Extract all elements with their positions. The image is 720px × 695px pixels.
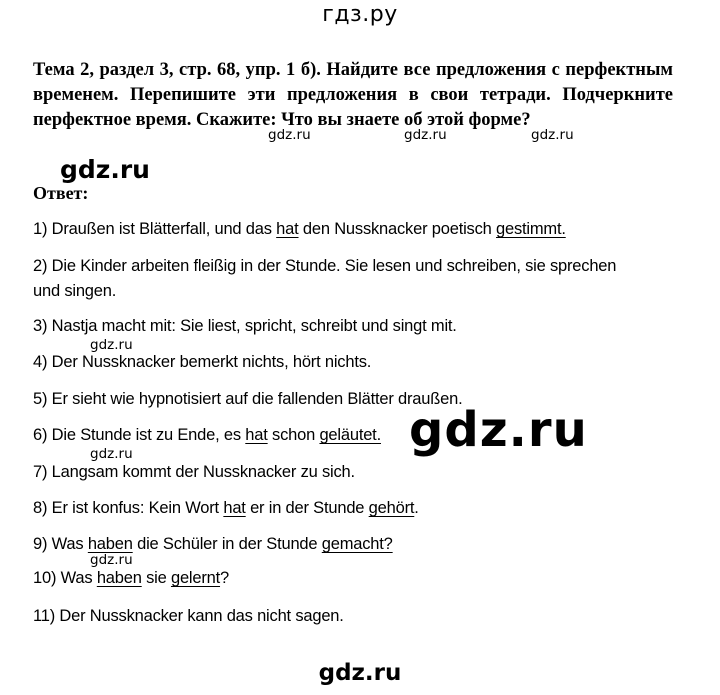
sentence-7: 7) Langsam kommt der Nussknacker zu sich. <box>33 463 355 481</box>
sentence-10: 10) Was haben sie gelernt? <box>33 569 230 587</box>
perfect-auxiliary: haben <box>87 535 133 553</box>
watermark-small: gdz.ru <box>90 552 133 568</box>
perfect-participle: gemacht? <box>321 535 393 553</box>
sentence-1: 1) Draußen ist Blätterfall, und das hat den Nussknacker poetisch gestimmt. <box>33 220 566 238</box>
watermark-mid: gdz.ru <box>60 155 150 184</box>
watermark-small: gdz.ru <box>90 446 133 462</box>
watermark-small: gdz.ru <box>404 127 447 143</box>
watermark-top: гдз.ру <box>322 2 398 27</box>
sentence-8: 8) Er ist konfus: Kein Wort hat er in der Stunde gehört. <box>33 499 419 517</box>
perfect-participle: gelernt <box>170 569 221 587</box>
sentence-2-continued: und singen. <box>33 282 117 300</box>
perfect-auxiliary: hat <box>276 220 299 238</box>
sentence-5: 5) Er sieht wie hypnotisiert auf die fallenden Blätter draußen. <box>33 390 463 408</box>
watermark-bottom: gdz.ru <box>318 660 402 686</box>
sentence-6: 6) Die Stunde ist zu Ende, es hat schon geläutet. <box>33 426 381 444</box>
sentence-4: 4) Der Nussknacker bemerkt nichts, hört nichts. <box>33 353 372 371</box>
task-heading: Тема 2, раздел 3, стр. 68, упр. 1 б). Найдите все предложения с перфектным временем. Перепишите эти предложения в свои тетради. Подчеркните перфектное время. Скажите: Что вы знаете об этой форме? <box>33 60 673 130</box>
watermark-small: gdz.ru <box>268 127 311 143</box>
perfect-auxiliary: haben <box>96 569 142 587</box>
watermark-small: gdz.ru <box>90 337 133 353</box>
sentence-11: 11) Der Nussknacker kann das nicht sagen. <box>33 607 344 625</box>
perfect-auxiliary: hat <box>223 499 246 517</box>
sentence-9: 9) Was haben die Schüler in der Stunde gemacht? <box>33 535 393 553</box>
sentence-2: 2) Die Kinder arbeiten fleißig in der Stunde. Sie lesen und schreiben, sie sprechen <box>33 257 617 275</box>
answer-label: Ответ: <box>33 183 89 203</box>
sentence-3: 3) Nastja macht mit: Sie liest, spricht, schreibt und singt mit. <box>33 317 457 335</box>
watermark-small: gdz.ru <box>531 127 574 143</box>
perfect-participle: geläutet. <box>319 426 381 444</box>
perfect-participle: gehört <box>368 499 415 517</box>
perfect-auxiliary: hat <box>245 426 268 444</box>
watermark-big: gdz.ru <box>409 402 588 458</box>
perfect-participle: gestimmt. <box>496 220 566 238</box>
